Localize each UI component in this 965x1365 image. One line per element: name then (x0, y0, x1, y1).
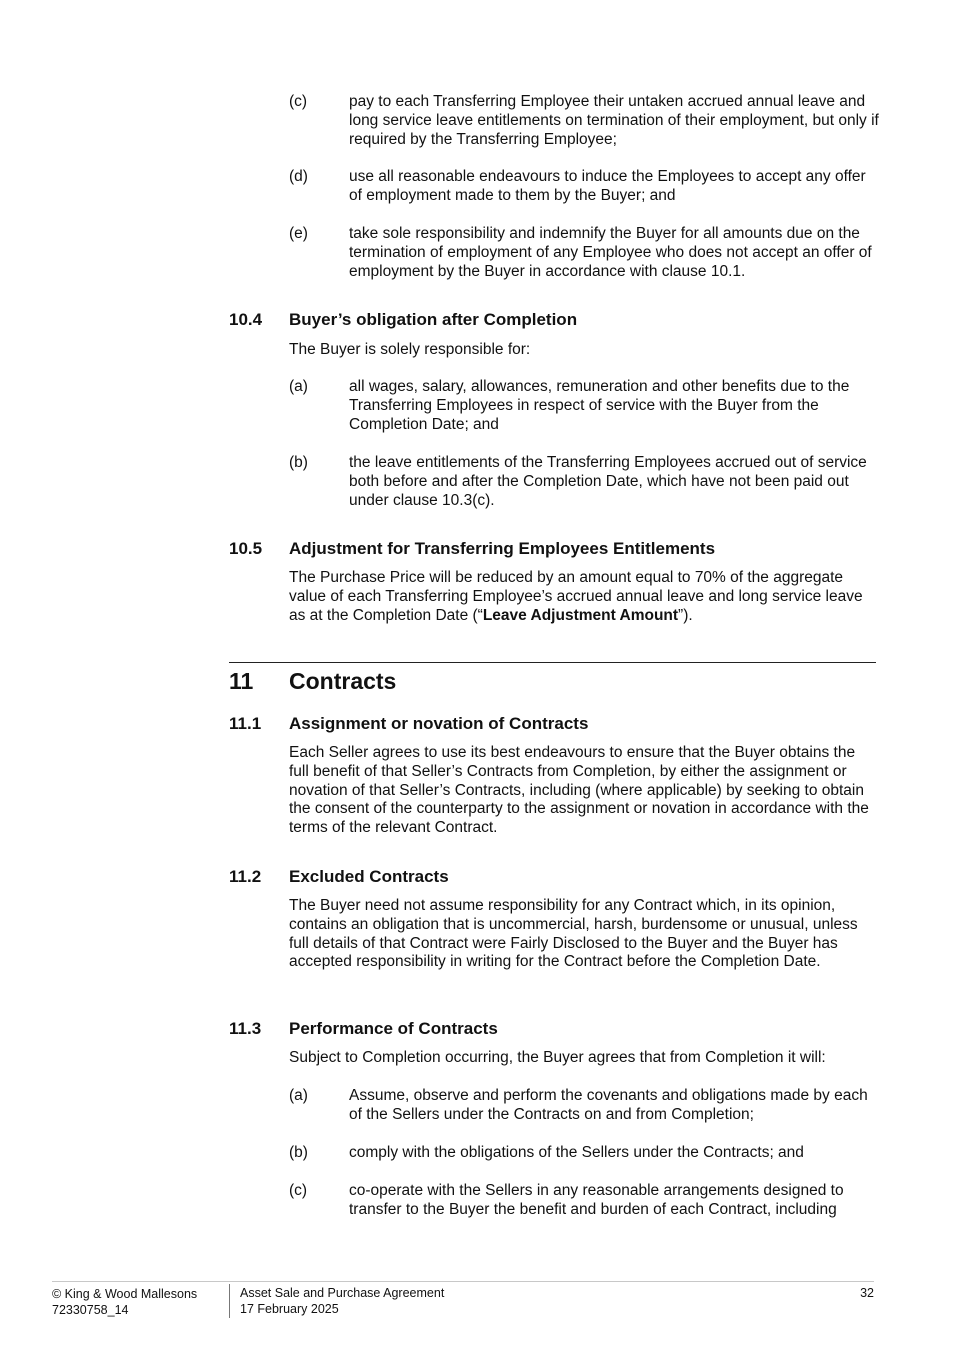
list-item-text: use all reasonable endeavours to induce the Employees to accept any offer of employment made to them by the Buyer; and (349, 168, 866, 204)
page-number: 32 (860, 1286, 874, 1300)
list-item-text: all wages, salary, allowances, remuneration and other benefits due to the Transferring Employees in respect of service with the Buyer from the Completion Date; and (349, 378, 850, 433)
clause-body-text: ”). (678, 606, 693, 624)
section-title: Contracts (289, 668, 397, 694)
section-divider (229, 662, 876, 663)
list-item-text: the leave entitlements of the Transferring Employees accrued out of service both before and after the Completion Date, which have not been paid out under clause 10.3(c). (349, 454, 867, 509)
list-item-text: Assume, observe and perform the covenants and obligations made by each of the Sellers under the Contracts on and from Completion; (349, 1087, 868, 1123)
list-item-label: (c) (289, 1182, 308, 1199)
clause-body (289, 569, 879, 625)
clause-body-text: The Purchase Price will be reduced by an amount equal to 70% of the aggregate value of each Transferring Employee’s accrued annual leave and long service leave as at the Completion Date (“ (289, 569, 863, 624)
defined-term: Leave Adjustment Amount (482, 606, 679, 624)
footer-firm: © King & Wood Mallesons (52, 1287, 198, 1301)
section-number: 11 (229, 668, 254, 694)
list-item-text: co-operate with the Sellers in any reasonable arrangements designed to transfer to the Buyer the benefit and burden of each Contract, including (349, 1182, 844, 1218)
list-item-label: (a) (289, 378, 308, 395)
clause-number: 11.2 (229, 867, 262, 886)
clause-number: 11.3 (229, 1019, 262, 1038)
clause-body: The Buyer need not assume responsibility for any Contract which, in its opinion, contains an obligation that is uncommercial, harsh, burdensome or unusual, unless full details of that Contract were Fairly Disclosed to the Buyer and the Buyer has accepted responsibility in writing for the Contract before the Completion Date. (289, 897, 858, 971)
list-item-text: pay to each Transferring Employee their untaken accrued annual leave and long service leave entitlements on termination of their employment, but only if required by the Transferring Employee; (349, 93, 879, 148)
clause-intro: The Buyer is solely responsible for: (289, 341, 531, 358)
list-item-label: (b) (289, 1144, 308, 1161)
clause-number: 10.5 (229, 539, 263, 558)
list-item-text: take sole responsibility and indemnify the Buyer for all amounts due on the termination of employment of any Employee who does not accept an offer of employment by the Buyer in accordance with clause 10.1. (349, 225, 872, 280)
list-item-label: (a) (289, 1087, 308, 1104)
clause-number: 10.4 (229, 310, 263, 329)
clause-title: Adjustment for Transferring Employees Entitlements (289, 539, 716, 558)
list-item-label: (e) (289, 225, 308, 242)
list-item-label: (b) (289, 454, 308, 471)
clause-title: Buyer’s obligation after Completion (289, 310, 578, 329)
clause-title: Excluded Contracts (289, 867, 449, 886)
footer-doc-ref: 72330758_14 (52, 1303, 129, 1317)
list-item-label: (c) (289, 93, 308, 110)
footer-divider (52, 1281, 874, 1282)
clause-title: Performance of Contracts (289, 1019, 498, 1038)
list-item-label: (d) (289, 168, 308, 185)
footer-doc-title: Asset Sale and Purchase Agreement (240, 1286, 445, 1300)
footer-doc-date: 17 February 2025 (240, 1302, 339, 1316)
clause-body: Each Seller agrees to use its best endeavours to ensure that the Buyer obtains the full benefit of that Seller’s Contracts from Completion, by either the assignment or novation of that Seller’s Contracts, including (where applicable) by seeking to obtain the consent of the counterparty to the assignment or novation in accordance with the terms of the relevant Contract. (289, 744, 869, 837)
clause-number: 11.1 (229, 714, 262, 733)
list-item-text: comply with the obligations of the Sellers under the Contracts; and (349, 1144, 804, 1161)
clause-title: Assignment or novation of Contracts (289, 714, 589, 733)
footer-separator (229, 1284, 230, 1318)
clause-intro: Subject to Completion occurring, the Buyer agrees that from Completion it will: (289, 1049, 826, 1066)
